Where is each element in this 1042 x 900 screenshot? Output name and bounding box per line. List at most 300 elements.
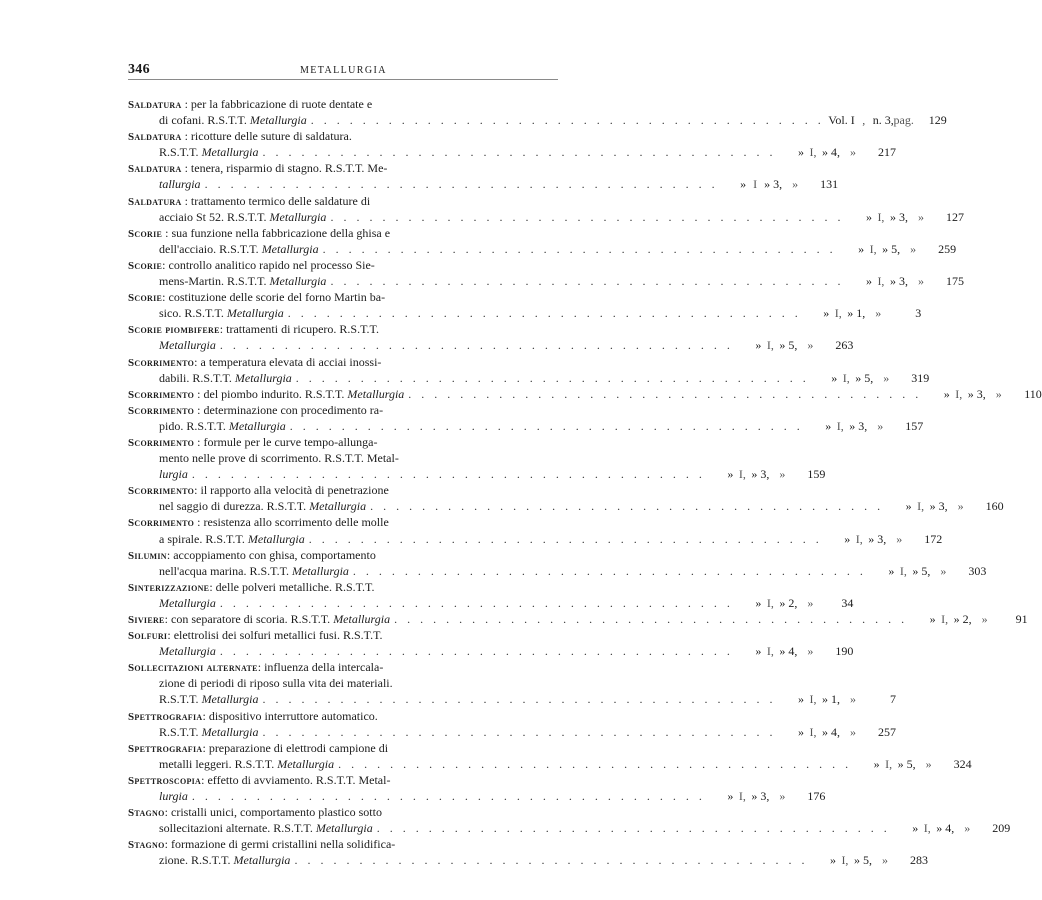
entry-heading: Scorie [128,227,163,240]
ref-volume-number: I, [738,789,746,804]
entry-description: dell'acciaio. R.S.T.T. [159,241,262,256]
entry-description: metalli leggeri. R.S.T.T. [159,756,278,771]
entry-line [128,627,559,643]
entry-text [159,305,284,321]
entry-line [128,740,559,756]
dot-leader: . . . . . . . . . . . . . . . . . . . . . . . . . . . . . . . . . . . . . . . . [308,531,823,546]
entry-text [159,531,305,547]
entry-heading: Sollecitazioni alternate [128,662,258,675]
ref-issue: » 4, [936,821,955,836]
entry-text [159,241,319,257]
ref-volume: » [865,274,872,289]
ref-issue: » 1, [821,692,840,707]
ref-issue: » 4, [821,724,840,739]
entry-description: zione di periodi di riposo sulla vita dei materiali. [159,676,393,691]
entry-description: pido. R.S.T.T. [159,418,229,433]
ref-volume: » [740,177,747,192]
index-entry [128,804,1011,836]
entry-line [128,595,854,611]
entry-source-italic: tallurgia [159,177,201,192]
ref-volume-number: I, [855,531,863,546]
entry-line [128,160,559,176]
entry-description: zione. R.S.T.T. [159,853,234,868]
entry-reference [888,498,1004,514]
dot-leader: . . . . . . . . . . . . . . . . . . . . . . . . . . . . . . . . . . . . . . . . [262,145,776,160]
entry-source-italic: Metallurgia [277,756,335,771]
entry-description: costituzione delle scorie del forno Martin ba- [168,290,386,305]
ref-volume-number: I, [955,386,963,401]
entry-description: di cofani. R.S.T.T. [159,113,250,128]
entry-line [128,257,559,273]
entry-reference [780,691,896,707]
ref-volume: » [929,612,936,626]
entry-line [128,756,972,772]
ref-volume: » [912,821,919,836]
entry-source-italic: Metallurgia [159,338,216,353]
entry-text [128,709,378,723]
entry-line [128,563,987,579]
entry-separator: : [164,805,172,820]
entry-heading: Saldatura [128,131,182,144]
entry-description: con separatore di scoria. R.S.T.T. [171,612,334,626]
dot-leader: . . . . . . . . . . . . . . . . . . . . . . . . . . . . . . . . . . . . . . . . [330,209,844,224]
ref-volume: » [825,418,832,433]
entry-heading: Saldatura [128,163,182,176]
entry-line [128,402,559,418]
entry-line [128,434,559,450]
entry-description: sollecitazioni alternate. R.S.T.T. [159,821,316,836]
entry-separator: : [164,612,172,626]
entry-text [159,209,326,225]
index-entry [128,96,947,128]
entry-line [128,386,1042,402]
entry-reference [813,370,929,386]
entry-heading: Stagno [128,839,165,852]
ref-page: 283 [909,853,928,868]
ref-page-label: » [940,563,947,578]
entry-text [159,112,307,128]
entry-text [128,386,404,403]
entry-text [159,724,258,740]
entry-text [128,628,383,642]
running-head: METALLURGIA [300,65,387,76]
entry-reference [856,756,972,772]
entry-text [128,515,389,529]
ref-issue: » 5, [779,338,798,353]
entry-text [159,756,334,772]
entry-line [128,611,1028,627]
entry-line [128,144,896,160]
ref-page: 217 [877,145,896,160]
entry-line [128,128,559,144]
entry-line [128,225,559,241]
ref-page: 176 [807,789,826,804]
entry-text [159,370,292,386]
ref-page-label: » [807,644,814,659]
ref-page: 91 [1015,612,1028,626]
ref-issue: » 5, [853,853,872,868]
index-entry [128,193,964,225]
ref-page: 259 [938,241,957,256]
ref-volume-number: I, [834,306,842,321]
ref-page-label: » [964,821,971,836]
entry-source-italic: Metallurgia [228,418,286,433]
entry-description: del piombo indurito. R.S.T.T. [203,386,348,401]
ref-page: 7 [889,692,896,707]
entry-heading: Stagno [128,807,165,820]
ref-volume-number: I, [923,821,931,836]
entry-source-italic: Metallurgia [261,241,319,256]
entry-description: cristalli unici, comportamento plastico sotto [171,805,382,820]
ref-volume: » [797,692,804,707]
ref-page: 172 [924,531,943,546]
entry-heading: Sinterizzazione [128,581,210,594]
entry-source-italic: Metallurgia [247,531,305,546]
entry-source-italic: Metallurgia [201,145,259,160]
entry-source-italic: Metallurgia [249,113,307,128]
entry-text [159,498,366,514]
index-entry [128,708,896,740]
ref-issue: » 3, [868,531,887,546]
ref-volume-number: I, [869,241,877,256]
entry-line [128,547,559,563]
entry-heading: Spettroscopia [128,774,202,787]
ref-page: 34 [841,595,854,610]
entry-line [128,659,559,675]
ref-page: 319 [911,370,930,385]
entry-reference [722,176,838,192]
index-entry [128,128,896,160]
ref-volume-number: I, [766,595,774,610]
entry-description: ricotture delle suture di saldatura. [190,129,352,144]
ref-issue: » 2, [779,595,798,610]
dot-leader: . . . . . . . . . . . . . . . . . . . . . . . . . . . . . . . . . . . . . . . . [294,853,808,868]
ref-volume: » [873,756,880,771]
ref-page: 303 [968,563,987,578]
ref-page: 127 [945,209,964,224]
entry-description: R.S.T.T. [159,692,202,707]
ref-volume-number: I, [899,563,907,578]
entry-source-italic: Metallurgia [201,692,259,707]
ref-volume-number: I, [841,853,849,868]
ref-page-label: pag. [893,113,914,128]
entry-separator: : [162,225,172,240]
ref-volume-number: I, [809,724,817,739]
entry-line [128,241,957,257]
entry-description: preparazione di elettrodi campione di [208,740,389,755]
header-rule [128,79,558,80]
entry-source-italic: Metallurgia [309,499,367,514]
entry-text [159,691,258,707]
entry-reference [848,273,964,289]
entry-line [128,112,947,128]
index-entry [128,257,964,289]
entry-reference [780,724,896,740]
ref-issue: » 3, [751,467,770,482]
ref-page: 160 [985,499,1004,514]
entry-text [159,643,216,659]
entry-reference [807,418,923,434]
ref-page: 131 [820,177,839,192]
entry-reference [737,337,853,353]
entry-reference [912,611,1028,627]
ref-page-label: » [877,418,884,433]
entry-text [159,337,216,353]
index-entry [128,160,839,192]
ref-page-label: » [883,370,890,385]
ref-volume: » [755,595,762,610]
ref-page: 324 [953,756,972,771]
entry-line [128,193,559,209]
entry-heading: Spettrografia [128,710,203,723]
ref-volume-number: I, [738,467,746,482]
dot-leader: . . . . . . . . . . . . . . . . . . . . . . . . . . . . . . . . . . . . . . . . [370,499,884,514]
entry-text [128,97,372,111]
ref-issue: » 3, [751,789,770,804]
entry-description: a temperatura elevata di acciai inossi- [200,354,382,369]
entry-reference [826,531,942,547]
ref-page: 175 [945,274,964,289]
ref-page-label: » [917,274,924,289]
entry-reference [709,466,825,482]
entry-source-italic: Metallurgia [347,386,405,401]
entry-separator: : [257,660,265,675]
index-entry [128,547,987,579]
entry-text [159,676,393,690]
entry-description: formule per le curve tempo-allunga- [203,434,378,449]
entry-line [128,273,964,289]
entry-line [128,788,826,804]
entry-text [159,144,258,160]
index-entry [128,354,930,386]
ref-volume: » [905,499,912,514]
entry-reference [780,144,896,160]
entry-heading: Scorrimento [128,388,195,401]
entry-separator: : [202,740,209,755]
ref-page-label: » [995,386,1002,401]
entry-separator: : [181,193,191,208]
entry-heading: Siviere [128,614,165,626]
dot-leader: . . . . . . . . . . . . . . . . . . . . . . . . . . . . . . . . . . . . . . . . [330,274,844,289]
ref-volume-number: I, [766,644,774,659]
entry-source-italic: lurgia [159,467,188,482]
entry-text [128,773,390,787]
ref-page: 129 [928,113,947,128]
entry-source-italic: lurgia [159,789,188,804]
entry-reference [848,209,964,225]
entry-heading: Saldatura [128,99,182,111]
ref-page-label: » [910,241,917,256]
ref-page: 110 [1024,386,1042,401]
ref-volume: » [727,789,734,804]
entry-description: sua funzione nella fabbricazione della ghisa e [171,225,391,240]
entry-line [128,370,930,386]
entry-separator: : [194,515,204,530]
ref-issue: » 1, [847,306,866,321]
entry-source-italic: Metallurgia [315,821,373,836]
index-entry [128,386,1042,402]
entry-line [128,498,1004,514]
ref-volume: » [823,306,830,321]
entry-description: elettrolisi dei solfuri metallici fusi. R.S.T.T. [173,628,383,643]
ref-issue: » 2, [953,612,972,626]
ref-page-label: » [792,177,799,192]
entry-description: per la fabbricazione di ruote dentate e [190,97,373,111]
entry-line [128,337,854,353]
entry-heading: Scorrimento [128,517,195,530]
ref-page-label: » [981,612,988,626]
entry-text [128,435,377,449]
dot-leader: . . . . . . . . . . . . . . . . . . . . . . . . . . . . . . . . . . . . . . . . [191,467,706,482]
entry-line [128,643,854,659]
entry-heading: Scorrimento [128,436,195,449]
entry-source-italic: Metallurgia [269,274,327,289]
dot-leader: . . . . . . . . . . . . . . . . . . . . . . . . . . . . . . . . . . . . . . . . [408,386,922,401]
entry-heading: Scorie [128,259,163,272]
entry-description: trattamento termico delle saldature di [190,193,371,208]
entry-reference [709,788,825,804]
entry-text [128,258,375,272]
ref-issue: » 5, [912,563,931,578]
entry-line [128,514,559,530]
entry-heading: Spettrografia [128,742,203,755]
entry-source-italic: Metallurgia [233,853,291,868]
index-entry [128,772,826,804]
ref-volume-number: I, [842,370,850,385]
entry-heading: Scorie piombifere [128,324,220,337]
ref-page: 159 [807,467,826,482]
index-entry [128,402,924,434]
ref-volume: » [844,531,851,546]
index-entry [128,627,854,659]
entry-text [128,322,379,336]
entry-line [128,321,559,337]
ref-volume: » [888,563,895,578]
entry-description: mento nelle prove di scorrimento. R.S.T.T. Metal- [159,451,399,466]
dot-leader: . . . . . . . . . . . . . . . . . . . . . . . . . . . . . . . . . . . . . . . . [322,241,837,256]
entry-description: sico. R.S.T.T. [159,306,227,321]
dot-leader: . . . . . . . . . . . . . . . . . . . . . . . . . . . . . . . . . . . . . . . . [352,563,867,578]
entry-line [128,804,559,820]
entry-separator: : [194,434,204,449]
entry-description: dabili. R.S.T.T. [159,370,235,385]
entry-text [128,660,383,674]
ref-volume: Vol. I [828,113,855,128]
ref-page-label: » [957,499,964,514]
entry-heading: Solfuri [128,630,168,643]
ref-issue: » 4, [821,145,840,160]
entry-reference [894,820,1010,836]
entry-separator: : [194,483,201,498]
ref-volume-number: I, [885,756,893,771]
ref-volume-number: I, [809,145,817,160]
dot-leader: . . . . . . . . . . . . . . . . . . . . . . . . . . . . . . . . . . . . . . . . [219,338,734,353]
entry-reference [737,643,853,659]
entry-description: controllo analitico rapido nel processo Sie- [168,257,375,272]
dot-leader: . . . . . . . . . . . . . . . . . . . . . . . . . . . . . . . . . . . . . . . . [338,756,852,771]
entry-line [128,305,922,321]
ref-issue: » 3, [849,418,868,433]
entry-description: R.S.T.T. [159,724,202,739]
entry-text [159,595,216,611]
index-entry [128,321,854,353]
ref-page-label: » [896,531,903,546]
entry-description: accoppiamento con ghisa, comportamento [173,547,376,562]
entry-line [128,772,559,788]
entry-description: nell'acqua marina. R.S.T.T. [159,563,293,578]
dot-leader: . . . . . . . . . . . . . . . . . . . . . . . . . . . . . . . . . . . . . . . . [289,418,804,433]
entry-text [159,418,286,434]
entry-reference [926,386,1042,402]
entry-text [128,226,390,240]
ref-issue: » 3, [889,209,908,224]
entry-description: trattamenti di ricupero. R.S.T.T. [226,322,379,337]
entry-description: il rapporto alla velocità di penetrazione [200,483,389,498]
ref-page-label: » [849,724,856,739]
index-entry [128,289,922,321]
entry-text [128,741,388,755]
entry-separator: : [219,322,227,337]
index-entry [128,836,928,868]
index-entry [128,740,972,772]
entry-description: dispositivo interruttore automatico. [208,708,378,723]
ref-page: 190 [835,644,854,659]
index-entry [128,611,1028,627]
dot-leader: . . . . . . . . . . . . . . . . . . . . . . . . . . . . . . . . . . . . . . . . [204,177,719,192]
entry-separator: : [181,129,191,144]
entry-text [128,355,381,369]
entry-source-italic: Metallurgia [159,595,216,610]
ref-volume-number: I, [766,338,774,353]
entry-line [128,466,826,482]
entry-reference [828,112,946,128]
page-number: 346 [128,62,150,77]
entry-separator: : [209,579,216,594]
entry-source-italic: Metallurgia [333,612,391,626]
dot-leader: . . . . . . . . . . . . . . . . . . . . . . . . . . . . . . . . . . . . . . . . [376,821,891,836]
index-entry [128,225,957,257]
ref-volume-number: I, [917,499,925,514]
entry-line [128,836,559,852]
entry-source-italic: Metallurgia [201,724,259,739]
index-entry [128,514,943,546]
entry-text [159,788,188,804]
ref-page: 157 [905,418,924,433]
entry-separator: : [181,97,191,111]
ref-issue: n. 3, [872,113,894,128]
ref-volume: » [797,724,804,739]
ref-page-label: » [779,789,786,804]
ref-volume-number: , [862,113,866,128]
dot-leader: . . . . . . . . . . . . . . . . . . . . . . . . . . . . . . . . . . . . . . . . [262,724,776,739]
entry-separator: : [194,386,204,401]
entry-line [128,354,559,370]
ref-page: 3 [915,306,922,321]
entry-description: tenera, risparmio di stagno. R.S.T.T. Me- [190,161,388,176]
entry-text [128,580,375,594]
entry-text [128,290,385,304]
entry-line [128,531,943,547]
entry-line [128,450,559,466]
entry-heading: Scorrimento [128,485,195,498]
entry-text [159,273,326,289]
ref-issue: » 3, [929,499,948,514]
entry-text [159,563,349,579]
entry-text [128,161,387,175]
entry-line [128,418,924,434]
ref-volume: » [831,370,838,385]
ref-issue: » 4, [779,644,798,659]
